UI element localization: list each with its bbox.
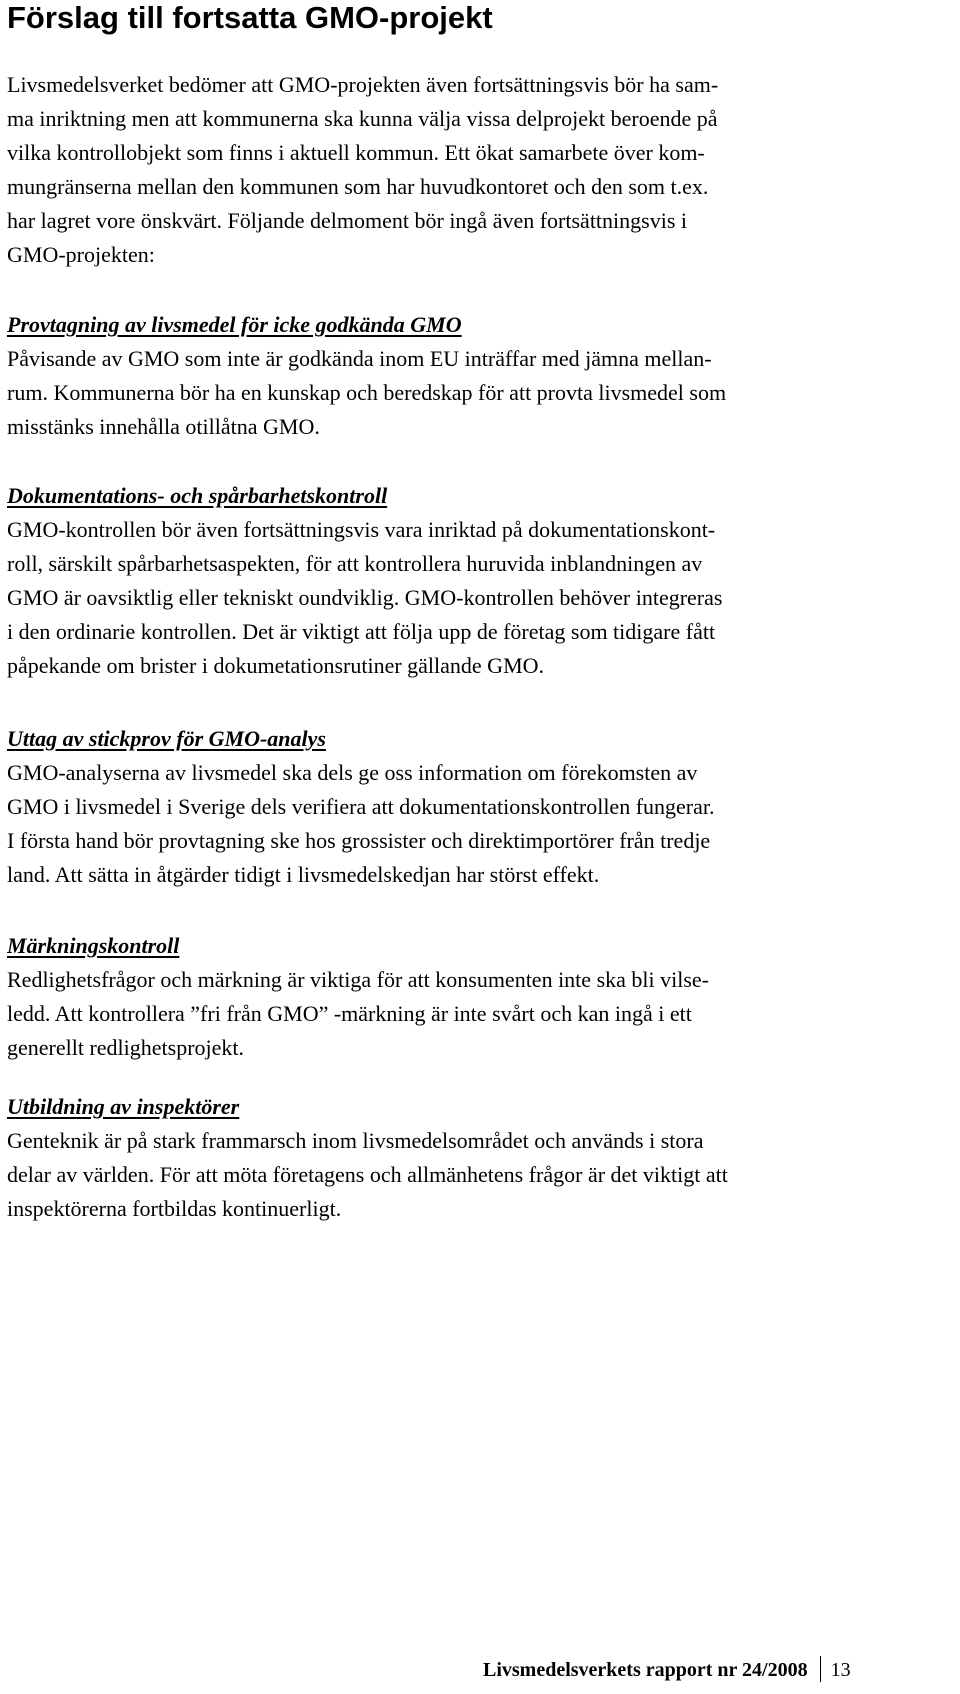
section-line: GMO i livsmedel i Sverige dels verifiera att dokumentationskontrollen fungerar. <box>7 794 715 819</box>
section-line: roll, särskilt spårbarhetsaspekten, för att kontrollera huruvida inblandningen av <box>7 551 703 576</box>
intro-line: vilka kontrollobjekt som finns i aktuell kommun. Ett ökat samarbete över kom- <box>7 140 705 165</box>
page-number: 13 <box>830 1659 851 1681</box>
section-line: delar av världen. För att möta företagens och allmänhetens frågor är det viktigt att <box>7 1162 728 1187</box>
page-footer <box>483 1656 851 1684</box>
intro-paragraph <box>7 68 953 272</box>
section-heading: Märkningskontroll <box>7 933 180 958</box>
report-title: Livsmedelsverkets rapport nr 24/2008 <box>483 1659 808 1681</box>
section-line: GMO-analyserna av livsmedel ska dels ge oss information om förekomsten av <box>7 760 698 785</box>
section-line: Genteknik är på stark frammarsch inom livsmedelsområdet och används i stora <box>7 1128 704 1153</box>
footer-divider <box>820 1656 821 1682</box>
section-heading: Utbildning av inspektörer <box>7 1094 240 1119</box>
section-line: rum. Kommunerna bör ha en kunskap och beredskap för att provta livsmedel som <box>7 380 727 405</box>
intro-line: GMO-projekten: <box>7 242 155 267</box>
section-line: Redlighetsfrågor och märkning är viktiga för att konsumenten inte ska bli vilse- <box>7 967 709 992</box>
section-line: generellt redlighetsprojekt. <box>7 1035 245 1060</box>
section-line: I första hand bör provtagning ske hos grossister och direktimportörer från tredje <box>7 828 711 853</box>
section-heading: Provtagning av livsmedel för icke godkända GMO <box>7 312 462 337</box>
section-heading: Uttag av stickprov för GMO-analys <box>7 726 326 751</box>
section-line: misstänks innehålla otillåtna GMO. <box>7 414 320 439</box>
section-heading: Dokumentations- och spårbarhetskontroll <box>7 483 388 508</box>
section-provtagning <box>7 308 953 444</box>
intro-line: ma inriktning men att kommunerna ska kunna välja vissa delprojekt beroende på <box>7 106 718 131</box>
section-line: Påvisande av GMO som inte är godkända inom EU inträffar med jämna mellan- <box>7 346 712 371</box>
section-stickprov <box>7 722 953 892</box>
section-line: påpekande om brister i dokumetationsrutiner gällande GMO. <box>7 653 545 678</box>
page-title: Förslag till fortsatta GMO-projekt <box>7 0 493 35</box>
intro-line: har lagret vore önskvärt. Följande delmoment bör ingå även fortsättningsvis i <box>7 208 688 233</box>
section-utbildning <box>7 1090 953 1226</box>
section-line: land. Att sätta in åtgärder tidigt i livsmedelskedjan har störst effekt. <box>7 862 600 887</box>
section-dokumentation <box>7 479 953 683</box>
section-markning <box>7 929 953 1065</box>
intro-line: Livsmedelsverket bedömer att GMO-projekten även fortsättningsvis bör ha sam- <box>7 72 719 97</box>
section-line: GMO är oavsiktlig eller tekniskt oundviklig. GMO-kontrollen behöver integreras <box>7 585 723 610</box>
intro-line: mungränserna mellan den kommunen som har huvudkontoret och den som t.ex. <box>7 174 709 199</box>
section-line: inspektörerna fortbildas kontinuerligt. <box>7 1196 342 1221</box>
section-line: ledd. Att kontrollera ”fri från GMO” -märkning är inte svårt och kan ingå i ett <box>7 1001 692 1026</box>
section-line: i den ordinarie kontrollen. Det är viktigt att följa upp de företag som tidigare fått <box>7 619 716 644</box>
section-line: GMO-kontrollen bör även fortsättningsvis vara inriktad på dokumentationskont- <box>7 517 716 542</box>
